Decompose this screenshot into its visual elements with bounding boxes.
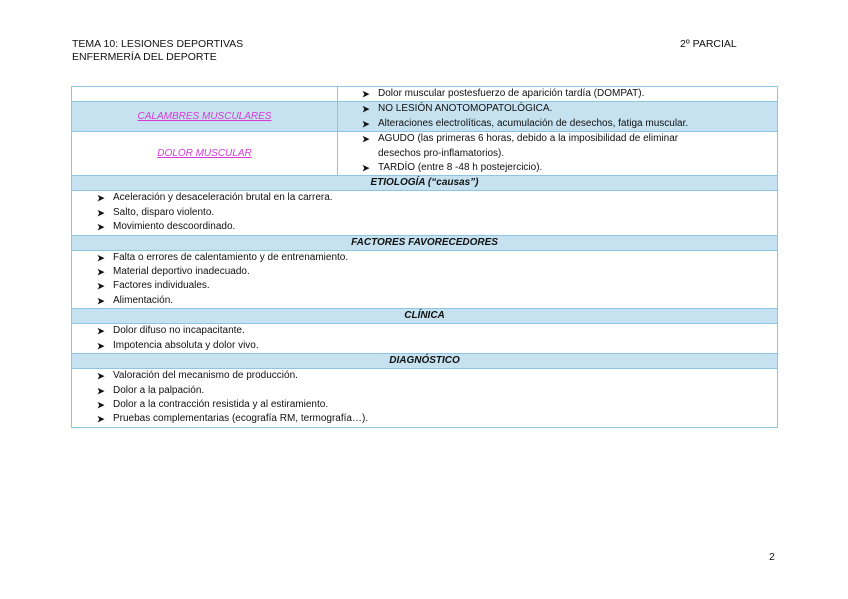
arrow-bullet-icon: ➤ [97,371,105,382]
list-item: ➤ Factores individuales. [72,279,777,293]
list-item: ➤ Impotencia absoluta y dolor vivo. [72,339,777,353]
arrow-bullet-icon: ➤ [97,207,105,218]
table-row-dompat [72,87,778,102]
document-header [72,38,243,64]
arrow-bullet-icon: ➤ [362,118,370,129]
section-subtitle: (“causas”) [427,177,479,189]
list-item: ➤ Dolor a la palpación. [72,384,777,398]
dolor-label: DOLOR MUSCULAR [72,132,338,176]
list-item: ➤ Pruebas complementarias (ecografía RM, termografía…). [72,412,777,426]
arrow-bullet-icon: ➤ [362,89,370,99]
arrow-bullet-icon: ➤ [97,193,105,204]
arrow-bullet-icon: ➤ [97,252,105,263]
table-row-dolor [72,132,778,176]
arrow-bullet-icon: ➤ [97,222,105,233]
list-item: ➤ Dolor muscular postesfuerzo de aparición tardía (DOMPAT). [338,87,777,101]
section-title: FACTORES FAVORECEDORES [72,235,778,250]
table-row-calambres [72,102,778,132]
page-number: 2 [769,551,775,563]
section-body-factores [72,250,778,309]
section-body-etiologia [72,191,778,235]
header-partial-label: 2º PARCIAL [680,38,737,50]
list-item: ➤ Material deportivo inadecuado. [72,265,777,279]
empty-cell [72,87,338,102]
list-item: ➤ AGUDO (las primeras 6 horas, debido a la imposibilidad de eliminar desechos pro-inflamatorios). [362,133,679,159]
list-item: ➤ Valoración del mecanismo de producción. [72,369,777,383]
calambres-cell [338,102,778,132]
section-header-etiologia [72,176,778,191]
arrow-bullet-icon: ➤ [97,340,105,351]
section-header-clinica [72,309,778,324]
arrow-bullet-icon: ➤ [97,399,105,410]
dolor-cell [338,132,778,176]
section-title: CLÍNICA [72,309,778,324]
list-item: ➤ Alimentación. [72,294,777,308]
header-title-line1: TEMA 10: LESIONES DEPORTIVAS [72,38,244,50]
section-title: ETIOLOGÍA [370,177,426,189]
arrow-bullet-icon: ➤ [97,267,105,278]
list-item: ➤ Alteraciones electrolíticas, acumulación de desechos, fatiga muscular. [338,117,777,131]
list-item: ➤ Falta o errores de calentamiento y de entrenamiento. [72,251,777,265]
list-item: ➤ TARDÍO (entre 8 -48 h postejercicio). [338,161,777,175]
section-body-clinica [72,324,778,354]
section-header-factores [72,235,778,250]
dompat-cell [338,87,778,102]
list-item: ➤ Dolor difuso no incapacitante. [72,324,777,338]
section-body-diagnostico [72,369,778,428]
arrow-bullet-icon: ➤ [97,414,105,425]
list-item: ➤ Movimiento descoordinado. [72,220,777,234]
arrow-bullet-icon: ➤ [97,326,105,337]
list-item: ➤ NO LESIÓN ANOTOMOPATOLÓGICA. [338,102,777,116]
arrow-bullet-icon: ➤ [97,295,105,306]
calambres-label: CALAMBRES MUSCULARES [72,102,338,132]
arrow-bullet-icon: ➤ [97,281,105,292]
list-item: ➤ Aceleración y desaceleración brutal en la carrera. [72,191,777,205]
content-table [71,86,778,428]
list-item: ➤ Salto, disparo violento. [72,206,777,220]
arrow-bullet-icon: ➤ [362,163,370,174]
arrow-bullet-icon: ➤ [97,385,105,396]
section-title: DIAGNÓSTICO [72,354,778,369]
arrow-bullet-icon: ➤ [362,134,370,145]
arrow-bullet-icon: ➤ [362,104,370,115]
section-header-diagnostico [72,354,778,369]
header-title-line2: ENFERMERÍA DEL DEPORTE [72,51,217,63]
list-item: ➤ Dolor a la contracción resistida y al estiramiento. [72,398,777,412]
